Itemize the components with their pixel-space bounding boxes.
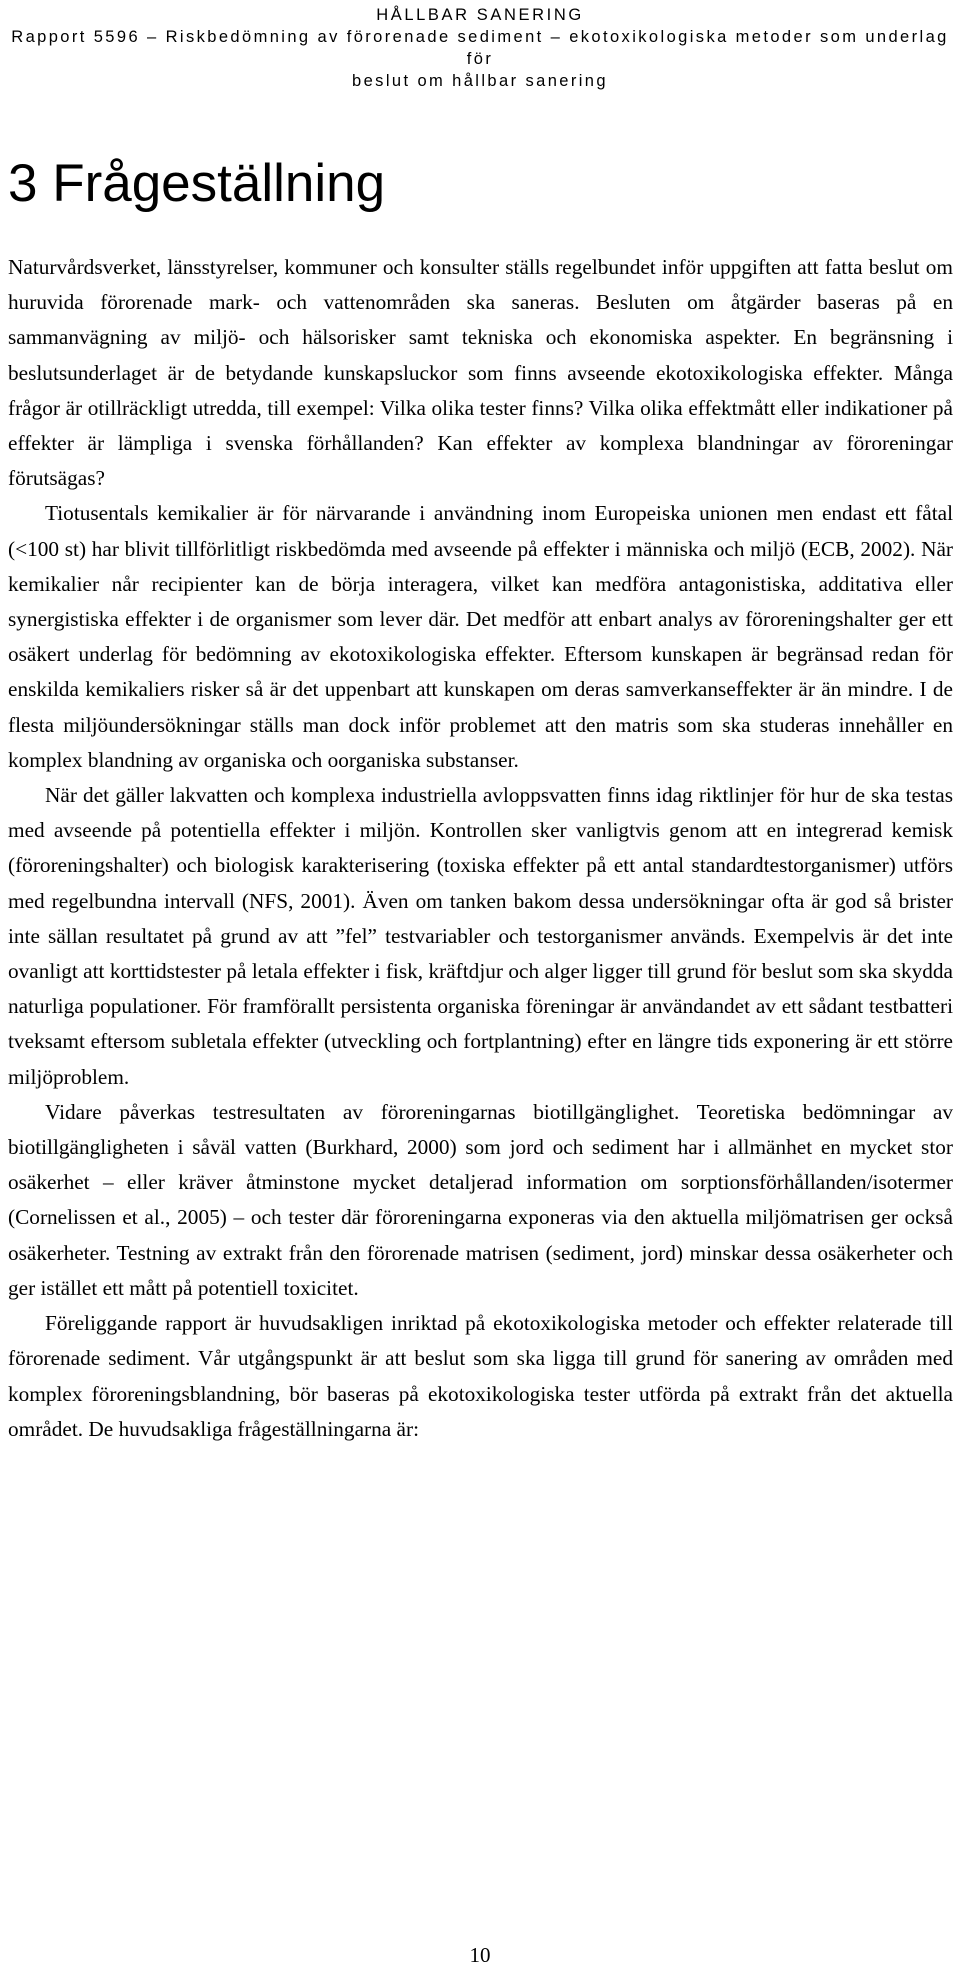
paragraph: Naturvårdsverket, länsstyrelser, kommuner och konsulter ställs regelbundet inför uppgiften att fatta beslut om huruvida förorenade mark- och vattenområden ska saneras. Besluten om åtgärder baseras på en sammanvägning av miljö- och hälsorisker samt tekniska och ekonomiska aspekter. En begränsning i beslutsunderlaget är de betydande kunskapsluckor som finns avseende ekotoxikologiska effekter. Många frågor är otillräckligt utredda, till exempel: Vilka olika tester finns? Vilka olika effektmått eller indikationer på effekter är lämpliga i svenska förhållanden? Kan effekter av komplexa blandningar av föroreningar förutsägas? [8,255,953,491]
paragraph: Tiotusentals kemikalier är för närvarande i användning inom Europeiska unionen men endast ett fåtal (<100 st) har blivit tillförlitligt riskbedömda med avseende på effekter i människa och miljö (ECB, 2002). När kemikalier når recipienter kan de börja interagera, vilket kan medföra antagonistiska, additativa eller synergistiska effekter i de organismer som lever där. Det medför att enbart analys av föroreningshalter ger ett osäkert underlag för bedömning av ekotoxikologiska effekter. Eftersom kunskapen är begränsad redan för enskilda kemikaliers risker så är det uppenbart att kunskapen om deras samverkanseffekter är än mindre. I de flesta miljöundersökningar ställs man dock inför problemet att den matris som ska studeras innehåller en komplex blandning av organiska och oorganiska substanser. [8,501,953,772]
paragraph: När det gäller lakvatten och komplexa industriella avloppsvatten finns idag riktlinjer för hur de ska testas med avseende på potentiella effekter i miljön. Kontrollen sker vanligtvis genom att en integrerad kemisk (föroreningshalter) och biologisk karakterisering (toxiska effekter på ett antal standardtestorganismer) utförs med regelbundna intervall (NFS, 2001). Även om tanken bakom dessa undersökningar ofta är god så brister inte sällan resultatet på grund av att ”fel” testvariabler och testorganismer används. Exempelvis är det inte ovanligt att korttidstester på letala effekter i fisk, kräftdjur och alger ligger till grund för beslut som ska skydda naturliga populationer. För framförallt persistenta organiska föreningar är användandet av ett sådant testbatteri tveksamt eftersom subletala effekter (utveckling och fortplantning) efter en längre tids exponering är ett större miljöproblem. [8,783,953,1089]
paragraph: Vidare påverkas testresultaten av föroreningarnas biotillgänglighet. Teoretiska bedömningar av biotillgängligheten i såväl vatten (Burkhard, 2000) som jord och sediment har i allmänhet en mycket stor osäkerhet – eller kräver åtminstone mycket detaljerad information om sorptionsförhållanden/isotermer (Cornelissen et al., 2005) – och tester där föroreningarna exponeras via den aktuella miljömatrisen ger också osäkerheter. Testning av extrakt från den förorenade matrisen (sediment, jord) minskar dessa osäkerheter och ger istället ett mått på potentiell toxicitet. [8,1099,953,1300]
paragraph: Föreliggande rapport är huvudsakligen inriktad på ekotoxikologiska metoder och effekter relaterade till förorenade sediment. Vår utgångspunkt är att beslut som ska ligga till grund för sanering av områden med komplex föroreningsblandning, bör baseras på ekotoxikologiska tester utförda på extrakt från det aktuella området. De huvudsakliga frågeställningarna är: [8,1311,953,1441]
running-header [0,4,960,92]
header-series-title: HÅLLBAR SANERING [376,6,584,24]
header-report-title-cont: beslut om hållbar sanering [352,72,608,90]
body-text [8,250,953,1447]
page-number: 10 [469,1943,491,1967]
header-report-title: Rapport 5596 – Riskbedömning av förorenade sediment – ekotoxikologiska metoder som underlag för [11,28,949,68]
section-title: 3 Frågeställning [8,154,386,213]
